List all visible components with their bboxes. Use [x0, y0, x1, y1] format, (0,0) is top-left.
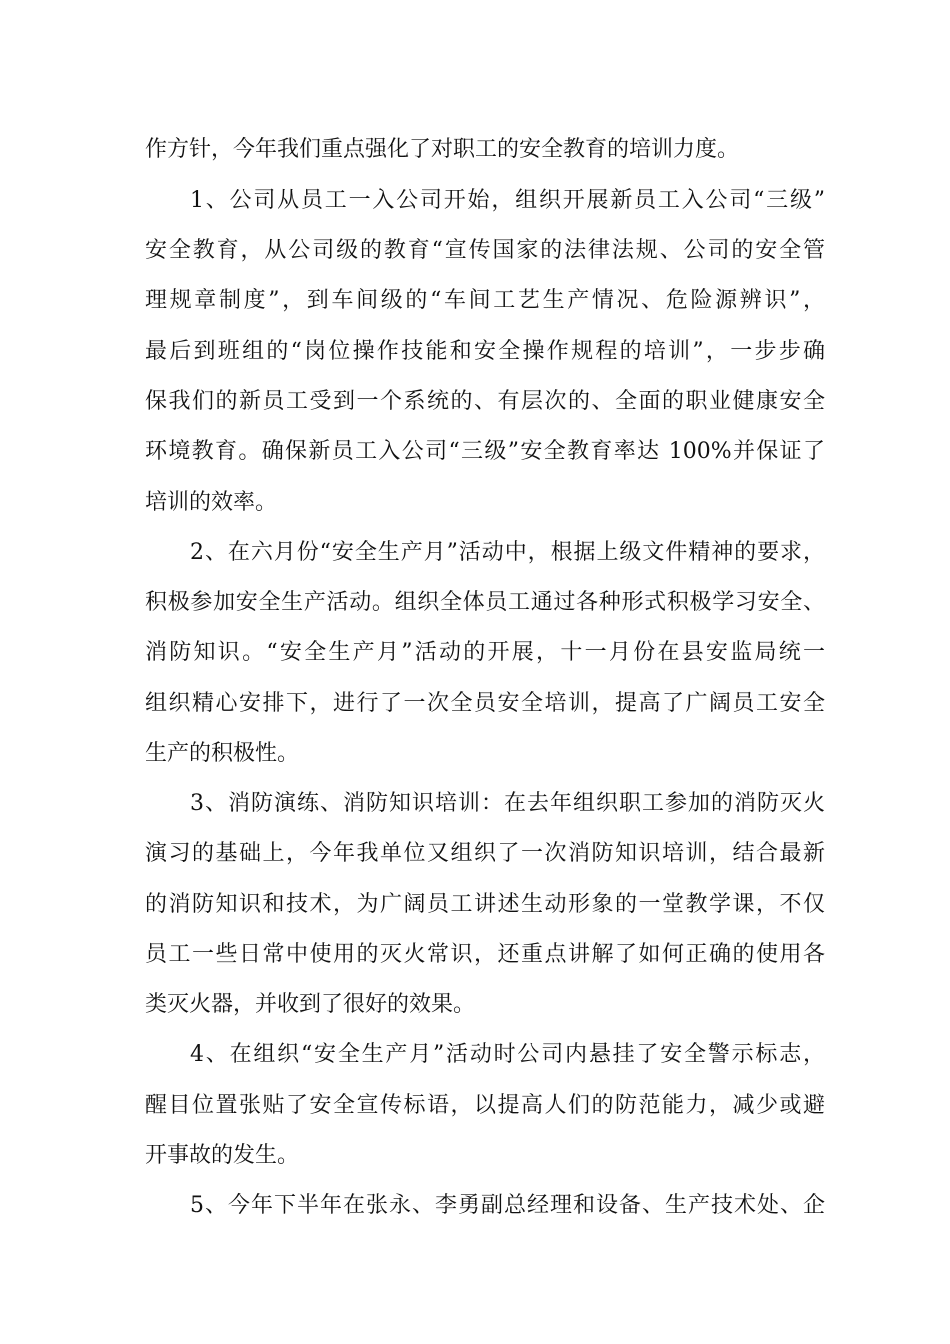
text-line-5: 最后到班组的“岗位操作技能和安全操作规程的培训”，一步步确	[145, 339, 825, 364]
text-line-1: 作方针，今年我们重点强化了对职工的安全教育的培训力度。	[145, 137, 740, 162]
text-line-18: 类灭火器，并收到了很好的效果。	[145, 992, 476, 1017]
text-line-3: 安全教育，从公司级的教育“宣传国家的法律法规、公司的安全管	[145, 238, 825, 263]
text-line-11: 消防知识。“安全生产月”活动的开展，十一月份在县安监局统一	[145, 640, 825, 665]
text-line-17: 员工一些日常中使用的灭火常识，还重点讲解了如何正确的使用各	[145, 942, 825, 967]
text-line-20: 醒目位置张贴了安全宣传标语，以提高人们的防范能力，减少或避	[145, 1093, 825, 1118]
text-line-8: 培训的效率。	[145, 490, 278, 515]
text-line-16: 的消防知识和技术，为广阔员工讲述生动形象的一堂教学课，不仅	[145, 892, 825, 917]
text-line-13: 生产的积极性。	[145, 741, 300, 766]
text-line-15: 演习的基础上，今年我单位又组织了一次消防知识培训，结合最新	[145, 841, 825, 866]
text-line-7: 环境教育。确保新员工入公司“三级”安全教育率达 100%并保证了	[145, 439, 825, 464]
text-line-21: 开事故的发生。	[145, 1143, 300, 1168]
text-line-10: 积极参加安全生产活动。组织全体员工通过各种形式积极学习安全、	[145, 590, 825, 615]
text-line-14: 3、消防演练、消防知识培训：在去年组织职工参加的消防灭火	[190, 791, 825, 816]
text-line-2: 1、公司从员工一入公司开始，组织开展新员工入公司“三级”	[190, 188, 825, 213]
text-line-19: 4、在组织“安全生产月”活动时公司内悬挂了安全警示标志，	[190, 1042, 825, 1067]
text-line-22: 5、今年下半年在张永、李勇副总经理和设备、生产技术处、企	[190, 1193, 825, 1218]
text-line-12: 组织精心安排下，进行了一次全员安全培训，提高了广阔员工安全	[145, 691, 825, 716]
text-line-6: 保我们的新员工受到一个系统的、有层次的、全面的职业健康安全	[145, 389, 825, 414]
text-line-4: 理规章制度”，到车间级的“车间工艺生产情况、危险源辨识”，	[145, 288, 825, 313]
text-line-9: 2、在六月份“安全生产月”活动中，根据上级文件精神的要求，	[190, 540, 825, 565]
